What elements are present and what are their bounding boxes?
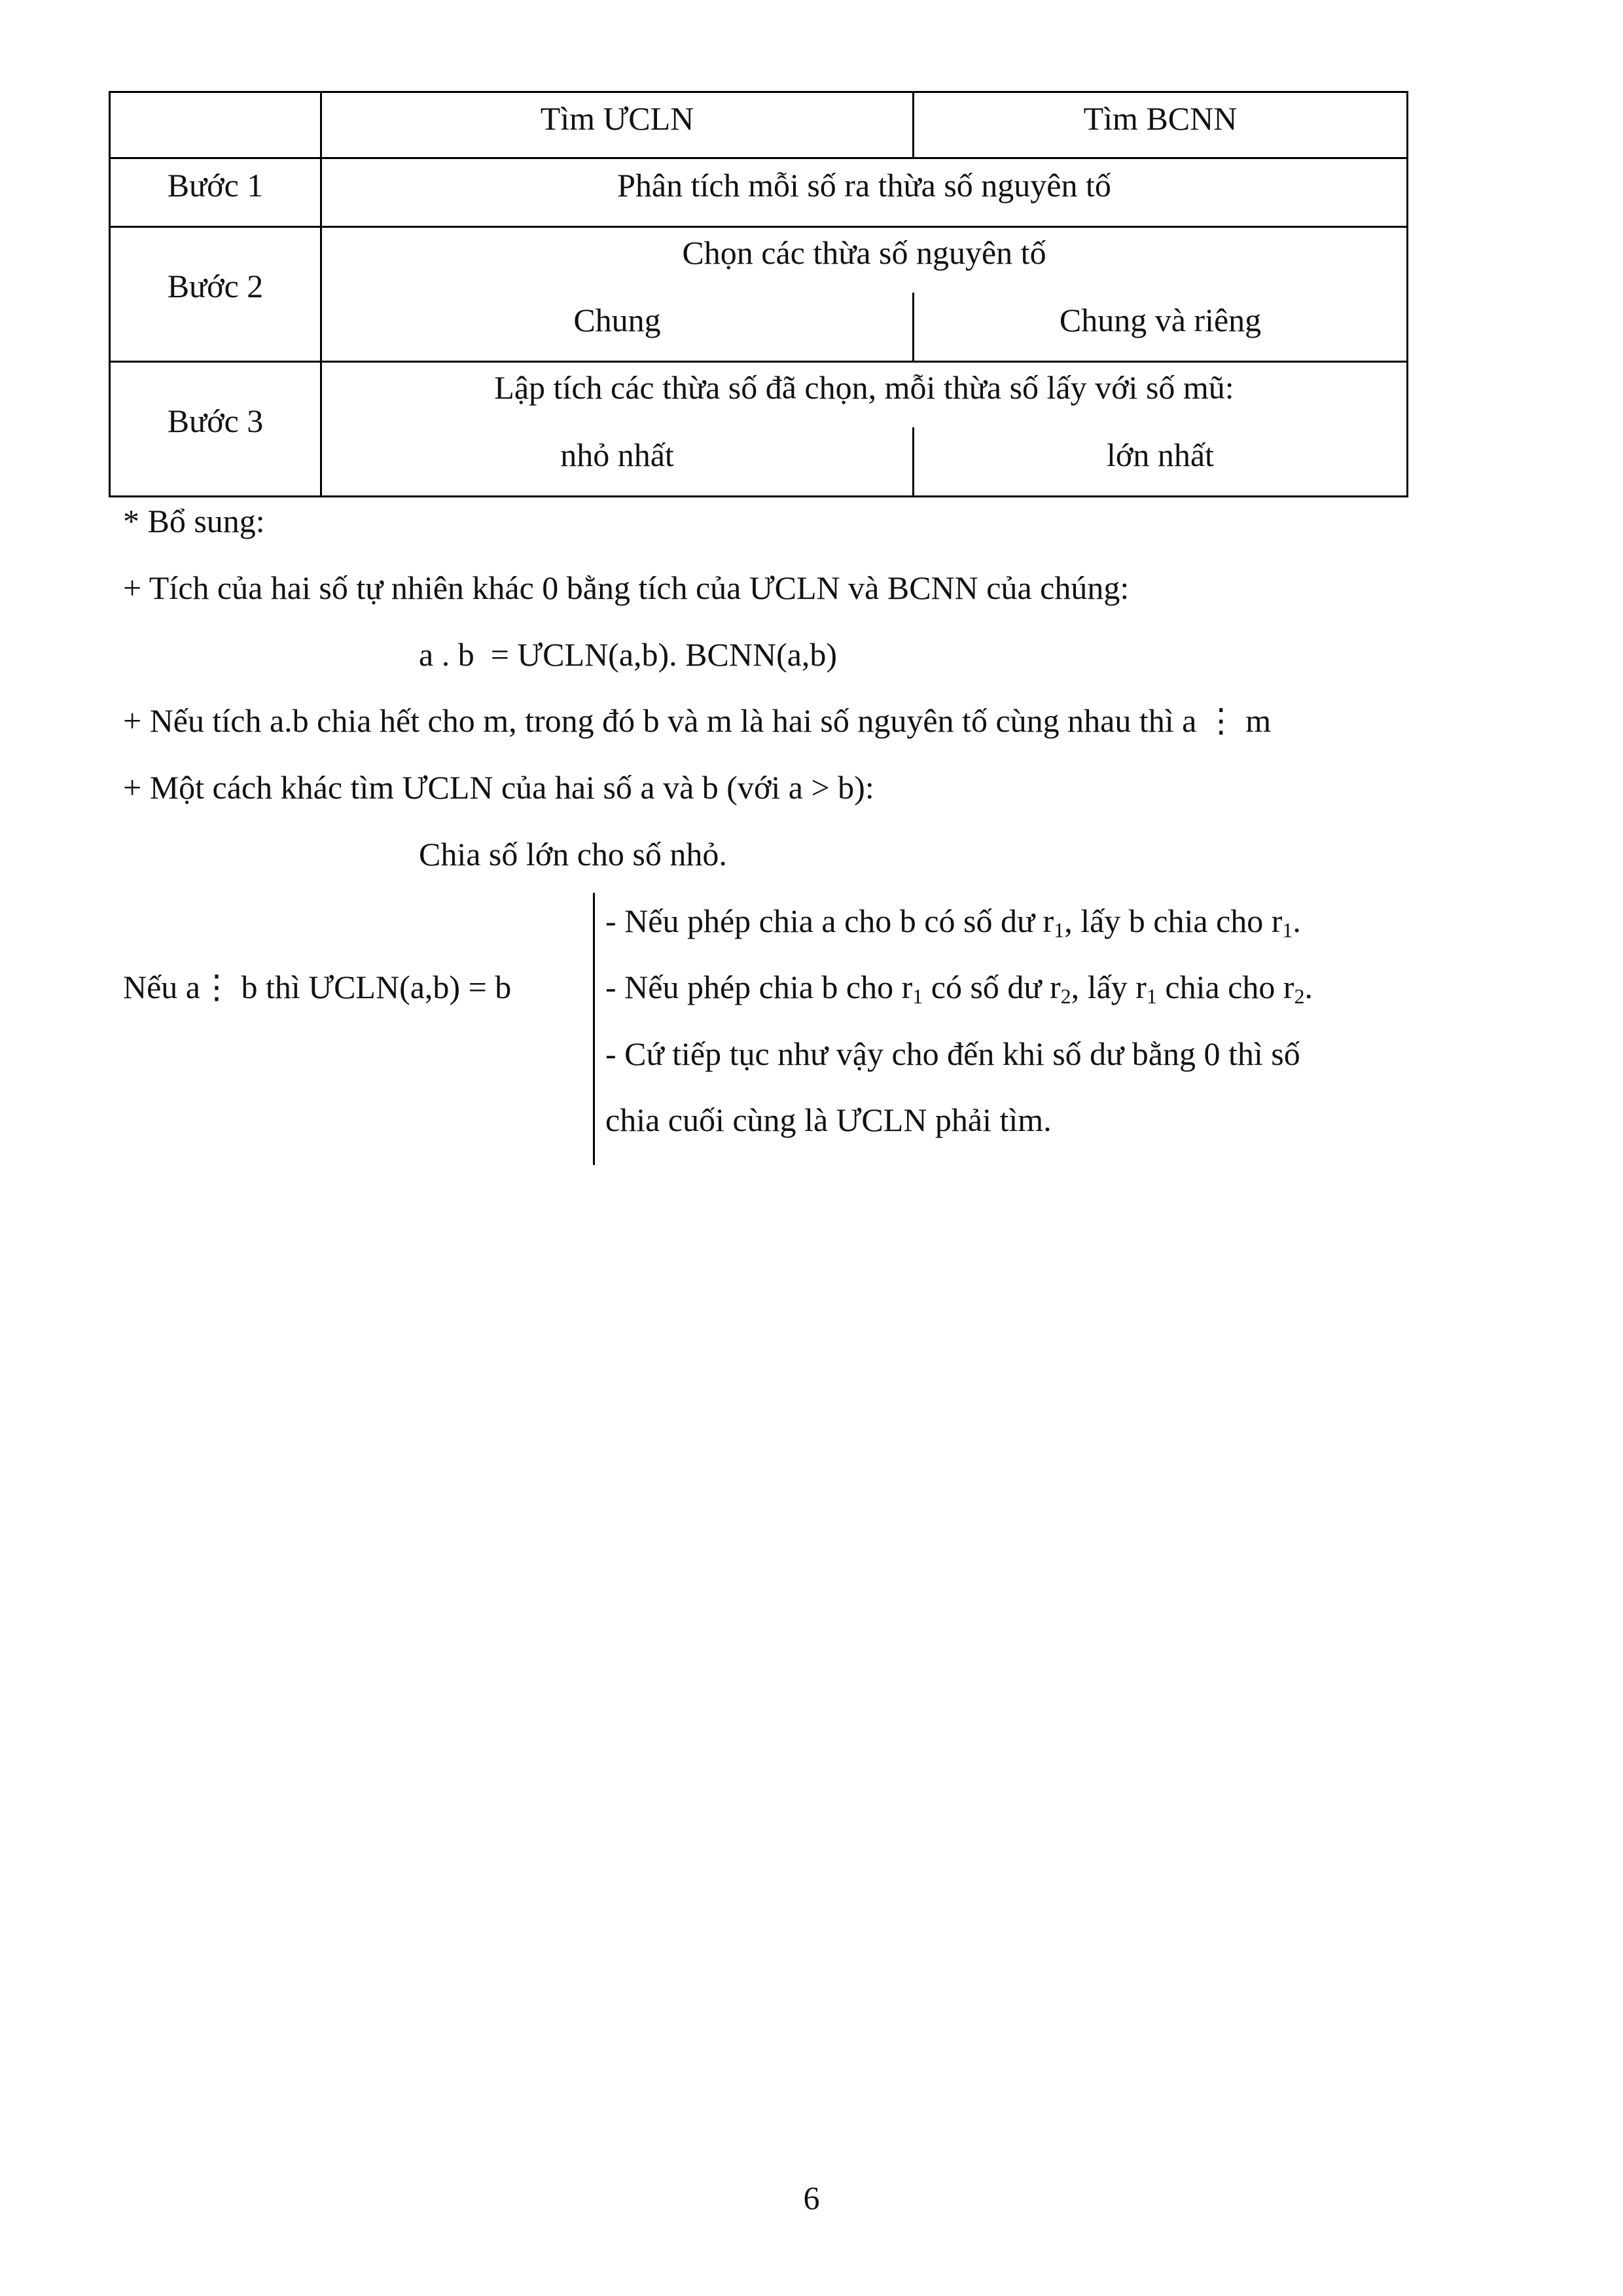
step3-label: Bước 3 bbox=[167, 403, 264, 439]
table-line bbox=[1406, 91, 1408, 497]
rule-text: có số dư r bbox=[923, 969, 1061, 1005]
divide-instruction: Chia số lớn cho số nhỏ. bbox=[419, 836, 727, 872]
divider-line bbox=[593, 893, 595, 1165]
gcd-condition: Nếu a⋮ b thì ƯCLN(a,b) = b bbox=[123, 969, 512, 1005]
rule-text: . bbox=[1304, 969, 1313, 1005]
step3-left: nhỏ nhất bbox=[560, 437, 674, 473]
euclid-rule-3: - Cứ tiếp tục như vậy cho đến khi số dư bằng 0 thì số bbox=[605, 1035, 1300, 1072]
rule-text: , lấy b chia cho r bbox=[1064, 903, 1283, 939]
page-number: 6 bbox=[803, 2179, 820, 2216]
euclid-rule-2 bbox=[605, 969, 1313, 1008]
formula: a . b = ƯCLN(a,b). BCNN(a,b) bbox=[419, 636, 838, 673]
step2-label: Bước 2 bbox=[167, 268, 264, 304]
rule-text: chia cho r bbox=[1156, 969, 1294, 1005]
subscript: 2 bbox=[1060, 984, 1071, 1008]
subscript: 1 bbox=[1054, 918, 1065, 942]
rule-text: - Nếu phép chia a cho b có số dư r bbox=[605, 903, 1054, 939]
header-cell-bcnn: Tìm BCNN bbox=[1083, 100, 1238, 137]
table-line bbox=[109, 361, 1408, 363]
step3-title: Lập tích các thừa số đã chọn, mỗi thừa số lấy với số mũ: bbox=[494, 369, 1234, 406]
step1-text: Phân tích mỗi số ra thừa số nguyên tố bbox=[617, 167, 1111, 204]
subscript: 2 bbox=[1294, 984, 1305, 1008]
euclid-rule-1 bbox=[605, 903, 1301, 942]
subscript: 1 bbox=[1146, 984, 1157, 1008]
rule-text: - Nếu phép chia b cho r bbox=[605, 969, 913, 1005]
subscript: 1 bbox=[912, 984, 923, 1008]
rule-text: . bbox=[1293, 903, 1301, 939]
supplement-item-2: + Nếu tích a.b chia hết cho m, trong đó b và m là hai số nguyên tố cùng nhau thì a ⋮ m bbox=[123, 702, 1272, 739]
rule-text: , lấy r bbox=[1071, 969, 1147, 1005]
header-cell-uclN: Tìm ƯCLN bbox=[540, 100, 694, 137]
euclid-rule-3-cont: chia cuối cùng là ƯCLN phải tìm. bbox=[605, 1102, 1052, 1138]
table-line bbox=[109, 226, 1408, 228]
step2-title: Chọn các thừa số nguyên tố bbox=[682, 234, 1046, 271]
table-line bbox=[320, 91, 322, 497]
table-line bbox=[109, 495, 1408, 497]
supplement-item-3: + Một cách khác tìm ƯCLN của hai số a và b (với a > b): bbox=[123, 769, 874, 806]
supplement-item-1: + Tích của hai số tự nhiên khác 0 bằng tích của ƯCLN và BCNN của chúng: bbox=[123, 569, 1130, 606]
step1-label: Bước 1 bbox=[167, 167, 264, 204]
step2-right: Chung và riêng bbox=[1059, 302, 1262, 338]
table-line bbox=[109, 157, 1408, 159]
step3-right: lớn nhất bbox=[1107, 437, 1214, 473]
supplement-heading: * Bổ sung: bbox=[123, 503, 265, 539]
subscript: 1 bbox=[1282, 918, 1293, 942]
table-line bbox=[109, 91, 1408, 93]
step2-left: Chung bbox=[573, 302, 661, 338]
